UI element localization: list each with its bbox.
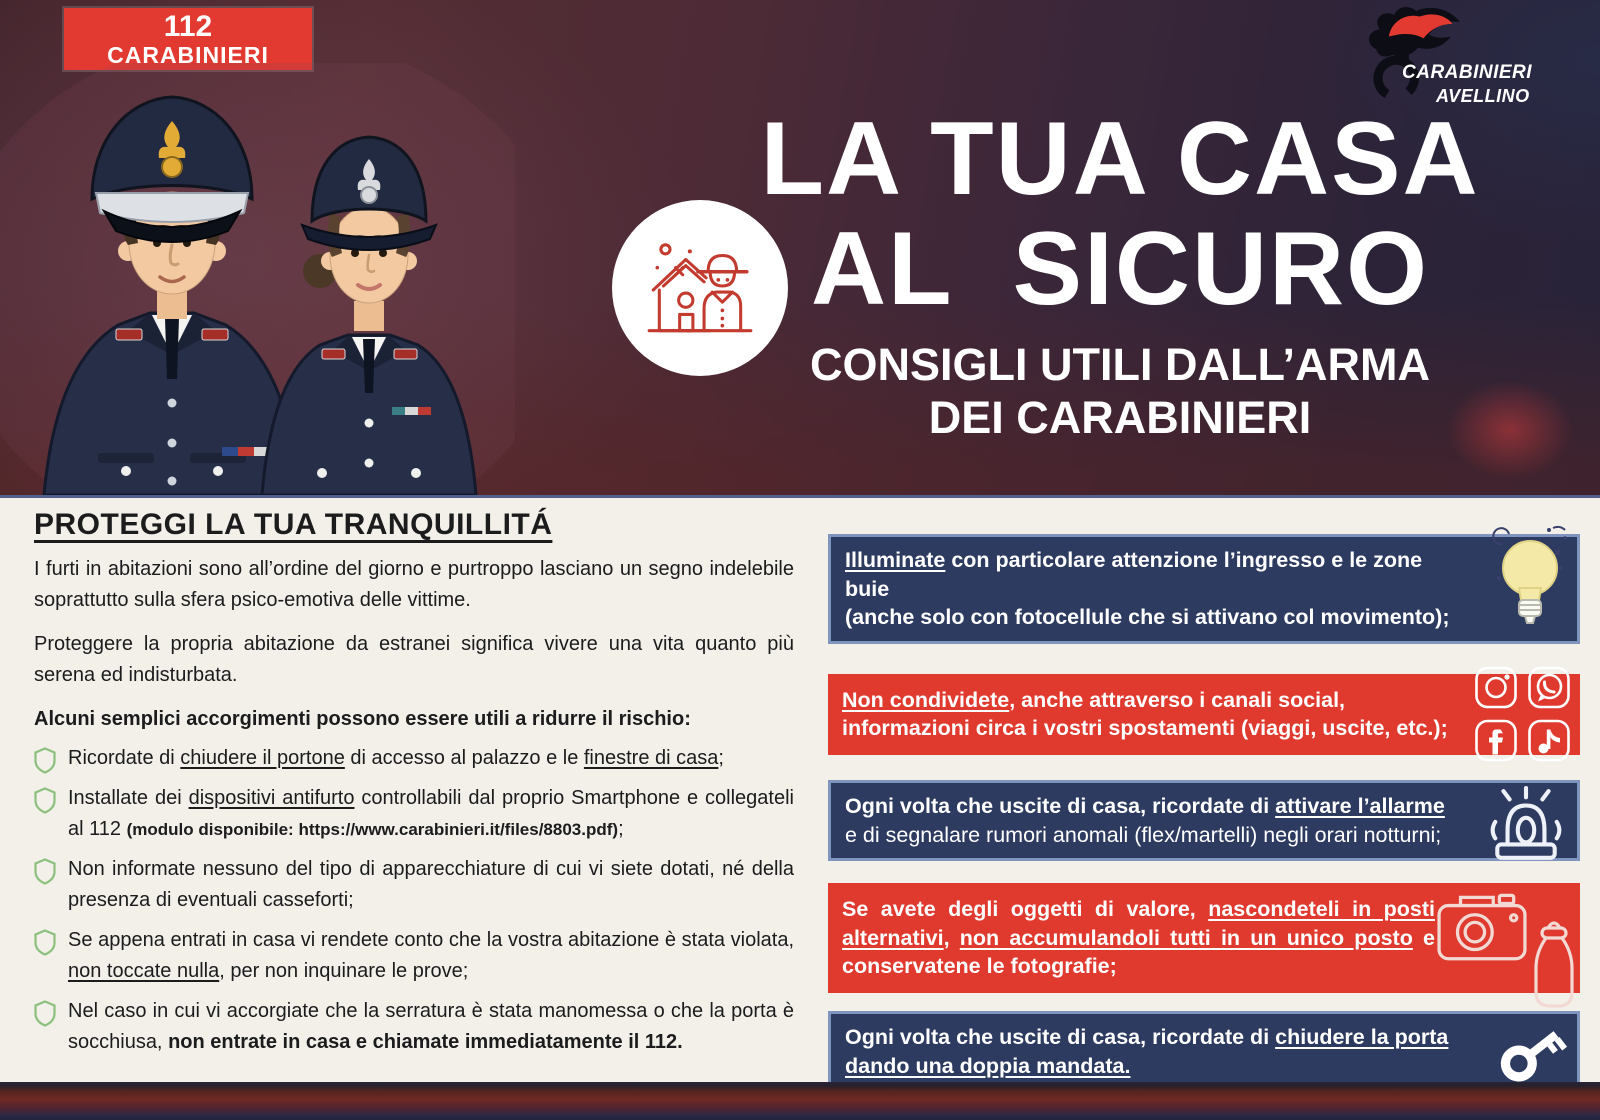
tips-boxes-column bbox=[828, 534, 1580, 1092]
bottle-icon bbox=[1528, 915, 1580, 1009]
instagram-icon bbox=[1473, 665, 1519, 711]
list-item bbox=[34, 743, 794, 774]
list-item bbox=[34, 854, 794, 916]
tip-box-alarm bbox=[828, 780, 1580, 861]
emergency-112-badge bbox=[64, 8, 312, 70]
list-item-text: Nel caso in cui vi accorgiate che la serratura è stata manomessa o che la porta è socchiusa, non entrate in casa e chiamate immediatamente il 112. bbox=[68, 1000, 794, 1053]
badge-label: CARABINIERI bbox=[107, 42, 269, 68]
hero-banner bbox=[0, 0, 1600, 495]
lead-line: Alcuni semplici accorgimenti possono essere utili a ridurre il rischio: bbox=[34, 708, 691, 730]
list-item-text: Ricordate di chiudere il portone di accesso al palazzo e le finestre di casa; bbox=[68, 747, 724, 769]
intro-paragraph-2: Proteggere la propria abitazione da estranei significa vivere una vita quanto più serena ed indisturbata. bbox=[34, 633, 794, 686]
advice-list bbox=[34, 743, 794, 1058]
shield-icon bbox=[34, 858, 56, 885]
tip-box-lock-door bbox=[828, 1011, 1580, 1092]
tiktok-icon bbox=[1526, 718, 1572, 764]
subtitle-line-2: DEI CARABINIERI bbox=[928, 392, 1312, 444]
list-item bbox=[34, 996, 794, 1058]
tip-text: Ogni volta che uscite di casa, ricordate di chiudere la porta dando una doppia mandata. bbox=[845, 1024, 1449, 1078]
carabinieri-avellino-logo bbox=[1330, 2, 1570, 114]
tip-box-social bbox=[828, 674, 1580, 755]
shield-icon bbox=[34, 787, 56, 814]
list-item-text: Installate dei dispositivi antifurto controllabili dal proprio Smartphone e collegateli al 112 (modulo disponibile: https://www.carabinieri.it/files/8803.pdf); bbox=[68, 787, 794, 840]
tip-box-valuables bbox=[828, 883, 1580, 993]
logo-text-line1: CARABINIERI bbox=[1402, 62, 1533, 83]
content-area bbox=[0, 495, 1600, 1082]
page-subtitle bbox=[700, 338, 1540, 444]
tip-text: Non condividete, anche attraverso i canali social, informazioni circa i vostri spostamenti (viaggi, uscite, etc.); bbox=[842, 687, 1448, 741]
title-line-2: AL SICURO bbox=[810, 211, 1430, 328]
shield-icon bbox=[34, 747, 56, 774]
tip-text: Ogni volta che uscite di casa, ricordate di attivare l’allarme e di segnalare rumori anomali (flex/martelli) negli orari notturni; bbox=[845, 793, 1445, 847]
logo-text-line2: AVELLINO bbox=[1436, 86, 1530, 106]
light-bulb-icon bbox=[1489, 521, 1575, 631]
page-title bbox=[700, 101, 1540, 328]
shield-icon bbox=[34, 1000, 56, 1027]
siren-icon bbox=[1487, 785, 1565, 867]
list-item bbox=[34, 925, 794, 987]
facebook-icon bbox=[1473, 718, 1519, 764]
tip-text: Illuminate con particolare attenzione l’ingresso e le zone buie (anche solo con fotocellule che si attivano col movimento); bbox=[845, 548, 1450, 630]
shield-icon bbox=[34, 929, 56, 956]
title-line-1: LA TUA CASA bbox=[760, 101, 1480, 217]
advice-text-column bbox=[34, 508, 794, 1067]
list-item-text: Non informate nessuno del tipo di apparecchiature di cui vi siete dotati, né della presenza di eventuali casseforti; bbox=[68, 858, 794, 911]
key-icon bbox=[1495, 1018, 1567, 1090]
list-item-text: Se appena entrati in casa vi rendete conto che la vostra abitazione è stata violata, non toccate nulla, per non inquinare le prove; bbox=[68, 929, 794, 982]
social-icons bbox=[1473, 665, 1572, 764]
whatsapp-icon bbox=[1526, 665, 1572, 711]
tip-text: Se avete degli oggetti di valore, nascondeteli in posti alternativi, non accumulandoli tutti in un unico posto e conservatene le fotografie; bbox=[842, 897, 1436, 979]
intro-paragraph-1: I furti in abitazioni sono all’ordine del giorno e purtroppo lasciano un segno indelebile soprattutto sulla sfera psico-emotiva delle vittime. bbox=[34, 558, 794, 611]
carabinieri-officers-illustration bbox=[0, 63, 515, 495]
camera-icon bbox=[1436, 889, 1528, 963]
list-item bbox=[34, 783, 794, 845]
bottom-bar bbox=[0, 1082, 1600, 1120]
section-heading: PROTEGGI LA TUA TRANQUILLITÁ bbox=[34, 508, 553, 541]
subtitle-line-1: CONSIGLI UTILI DALL’ARMA bbox=[810, 339, 1430, 390]
tip-box-illuminate bbox=[828, 534, 1580, 644]
badge-number: 112 bbox=[163, 10, 213, 43]
